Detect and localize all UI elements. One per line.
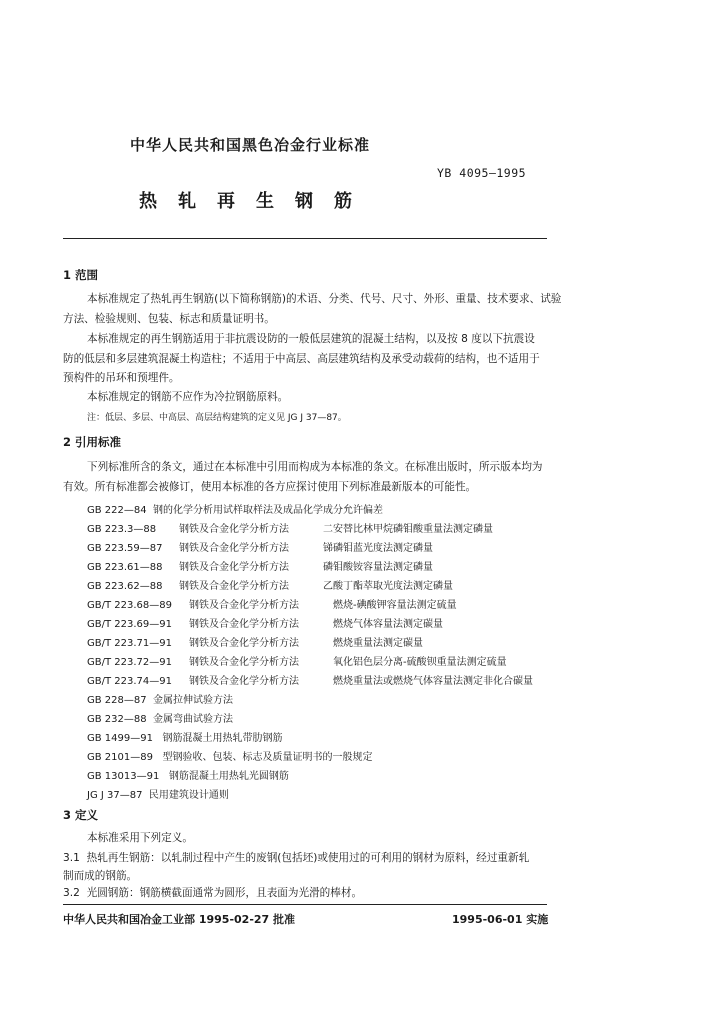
section-1-para2-line2: 防的低层和多层建筑混凝土构造柱；不适用于中高层、高层建筑结构及承受动载荷的结构，也不适用于 [63, 353, 540, 365]
standard-code: GB 222—84 [87, 505, 147, 516]
standard-code: GB 223.61—88 [87, 562, 163, 573]
standard-title: 金属拉伸试验方法 [152, 695, 233, 706]
definition-text: 热轧再生钢筋：以轧制过程中产生的废钢(包括坯)或使用过的可利用的钢材为原料，经过重新轧 [86, 852, 530, 864]
standard-title: 燃烧气体容量法测定碳量 [333, 619, 443, 630]
standard-item [87, 577, 453, 592]
standard-item [87, 672, 533, 687]
section-1-para1-line1: 本标准规定了热轧再生钢筋(以下简称钢筋)的术语、分类、代号、尺寸、外形、重量、技术要求、试验 [87, 293, 562, 305]
section-1-para3: 本标准规定的钢筋不应作为冷拉钢筋原料。 [87, 391, 289, 403]
section-1-note: 注：低层、多层、中高层、高层结构建筑的定义见 JG J 37—87。 [87, 413, 347, 423]
document-title: 热轧再生钢筋 [139, 191, 373, 212]
standard-title: 钢的化学分析用试样取样法及成品化学成分允许偏差 [152, 505, 383, 516]
standard-item [87, 558, 433, 573]
standard-method: 钢铁及合金化学分析方法 [179, 581, 289, 592]
standard-title: 钢筋混凝土用热轧带肋钢筋 [162, 733, 283, 744]
standard-method: 钢铁及合金化学分析方法 [189, 619, 299, 630]
standard-title: 氧化铝色层分离-硫酸钡重量法测定硫量 [333, 657, 507, 668]
standard-item [87, 539, 433, 554]
standard-code: GB/T 223.72—91 [87, 657, 172, 668]
standard-code: JG J 37—87 [87, 790, 143, 801]
standard-method: 钢铁及合金化学分析方法 [189, 657, 299, 668]
standard-item [87, 634, 423, 649]
standard-code: GB 223.62—88 [87, 581, 163, 592]
standard-method: 钢铁及合金化学分析方法 [179, 562, 289, 573]
section-1-heading: 1 范围 [63, 268, 99, 282]
standard-title: 钢筋混凝土用热轧光圆钢筋 [168, 771, 289, 782]
standard-title: 民用建筑设计通则 [148, 790, 229, 801]
standard-item [87, 691, 233, 706]
standard-item [87, 520, 493, 535]
standard-title: 金属弯曲试验方法 [152, 714, 233, 725]
standard-title: 型钢验收、包装、标志及质量证明书的一般规定 [162, 752, 373, 763]
standard-code: GB 232—88 [87, 714, 147, 725]
standard-title: 燃烧重量法或燃烧气体容量法测定非化合碳量 [333, 676, 533, 687]
definition-3-1-line1 [63, 849, 529, 868]
standard-method: 钢铁及合金化学分析方法 [179, 543, 289, 554]
effective-date: 1995-06-01 实施 [452, 913, 549, 926]
issuing-organization: 中华人民共和国黑色冶金行业标准 [130, 136, 371, 154]
standard-method: 钢铁及合金化学分析方法 [189, 638, 299, 649]
standard-code: GB 2101—89 [87, 752, 153, 763]
section-1-para2-line3: 预构件的吊环和预埋件。 [63, 372, 180, 384]
section-1-para2-line1: 本标准规定的再生钢筋适用于非抗震设防的一般低层建筑的混凝土结构，以及按 8 度以下抗震设 [87, 333, 535, 345]
standard-item [87, 653, 507, 668]
standard-code: GB 228—87 [87, 695, 147, 706]
standard-code: GB/T 223.74—91 [87, 676, 172, 687]
standard-item [87, 767, 289, 782]
standard-code: YB 4095—1995 [437, 166, 527, 180]
section-3-heading: 3 定义 [63, 808, 99, 822]
standard-code: GB/T 223.69—91 [87, 619, 172, 630]
section-2-heading: 2 引用标准 [63, 435, 122, 449]
standard-item [87, 786, 229, 801]
section-2-intro-line2: 有效。所有标准都会被修订，使用本标准的各方应探讨使用下列标准最新版本的可能性。 [63, 481, 477, 493]
standard-method: 钢铁及合金化学分析方法 [189, 676, 299, 687]
standard-item [87, 501, 383, 516]
standard-code: GB 1499—91 [87, 733, 153, 744]
header-divider [63, 238, 547, 239]
standard-title: 燃烧重量法测定碳量 [333, 638, 423, 649]
standard-code: GB 13013—91 [87, 771, 160, 782]
standard-item [87, 748, 373, 763]
section-1-para1-line2: 方法、检验规则、包装、标志和质量证明书。 [63, 313, 275, 325]
definition-number: 3.2 [63, 887, 80, 899]
standard-title: 磷钼酸铵容量法测定磷量 [323, 562, 433, 573]
footer-divider [63, 904, 547, 905]
definition-3-2 [63, 884, 362, 903]
standard-code: GB/T 223.71—91 [87, 638, 172, 649]
standard-code: GB 223.59—87 [87, 543, 163, 554]
definition-number: 3.1 [63, 852, 80, 864]
standard-title: 锑磷钼蓝光度法测定磷量 [323, 543, 433, 554]
definition-text: 光圆钢筋：钢筋横截面通常为圆形，且表面为光滑的棒材。 [86, 887, 363, 899]
standard-item [87, 615, 443, 630]
standard-title: 乙酸丁酯萃取光度法测定磷量 [323, 581, 453, 592]
standard-item [87, 729, 283, 744]
standard-method: 钢铁及合金化学分析方法 [189, 600, 299, 611]
section-2-intro-line1: 下列标准所含的条文，通过在本标准中引用而构成为本标准的条文。在标准出版时，所示版本均为 [87, 461, 543, 473]
standard-item [87, 710, 233, 725]
section-3-intro: 本标准采用下列定义。 [87, 832, 193, 844]
standard-item [87, 596, 457, 611]
standard-title: 燃烧-碘酸钾容量法测定硫量 [333, 600, 457, 611]
approval-statement: 中华人民共和国冶金工业部 1995-02-27 批准 [63, 913, 296, 926]
standard-title: 二安替比林甲烷磷钼酸重量法测定磷量 [323, 524, 493, 535]
standard-method: 钢铁及合金化学分析方法 [179, 524, 289, 535]
definition-3-1-line2: 制而成的钢筋。 [63, 870, 138, 882]
standard-code: GB/T 223.68—89 [87, 600, 172, 611]
standard-code: GB 223.3—88 [87, 524, 157, 535]
